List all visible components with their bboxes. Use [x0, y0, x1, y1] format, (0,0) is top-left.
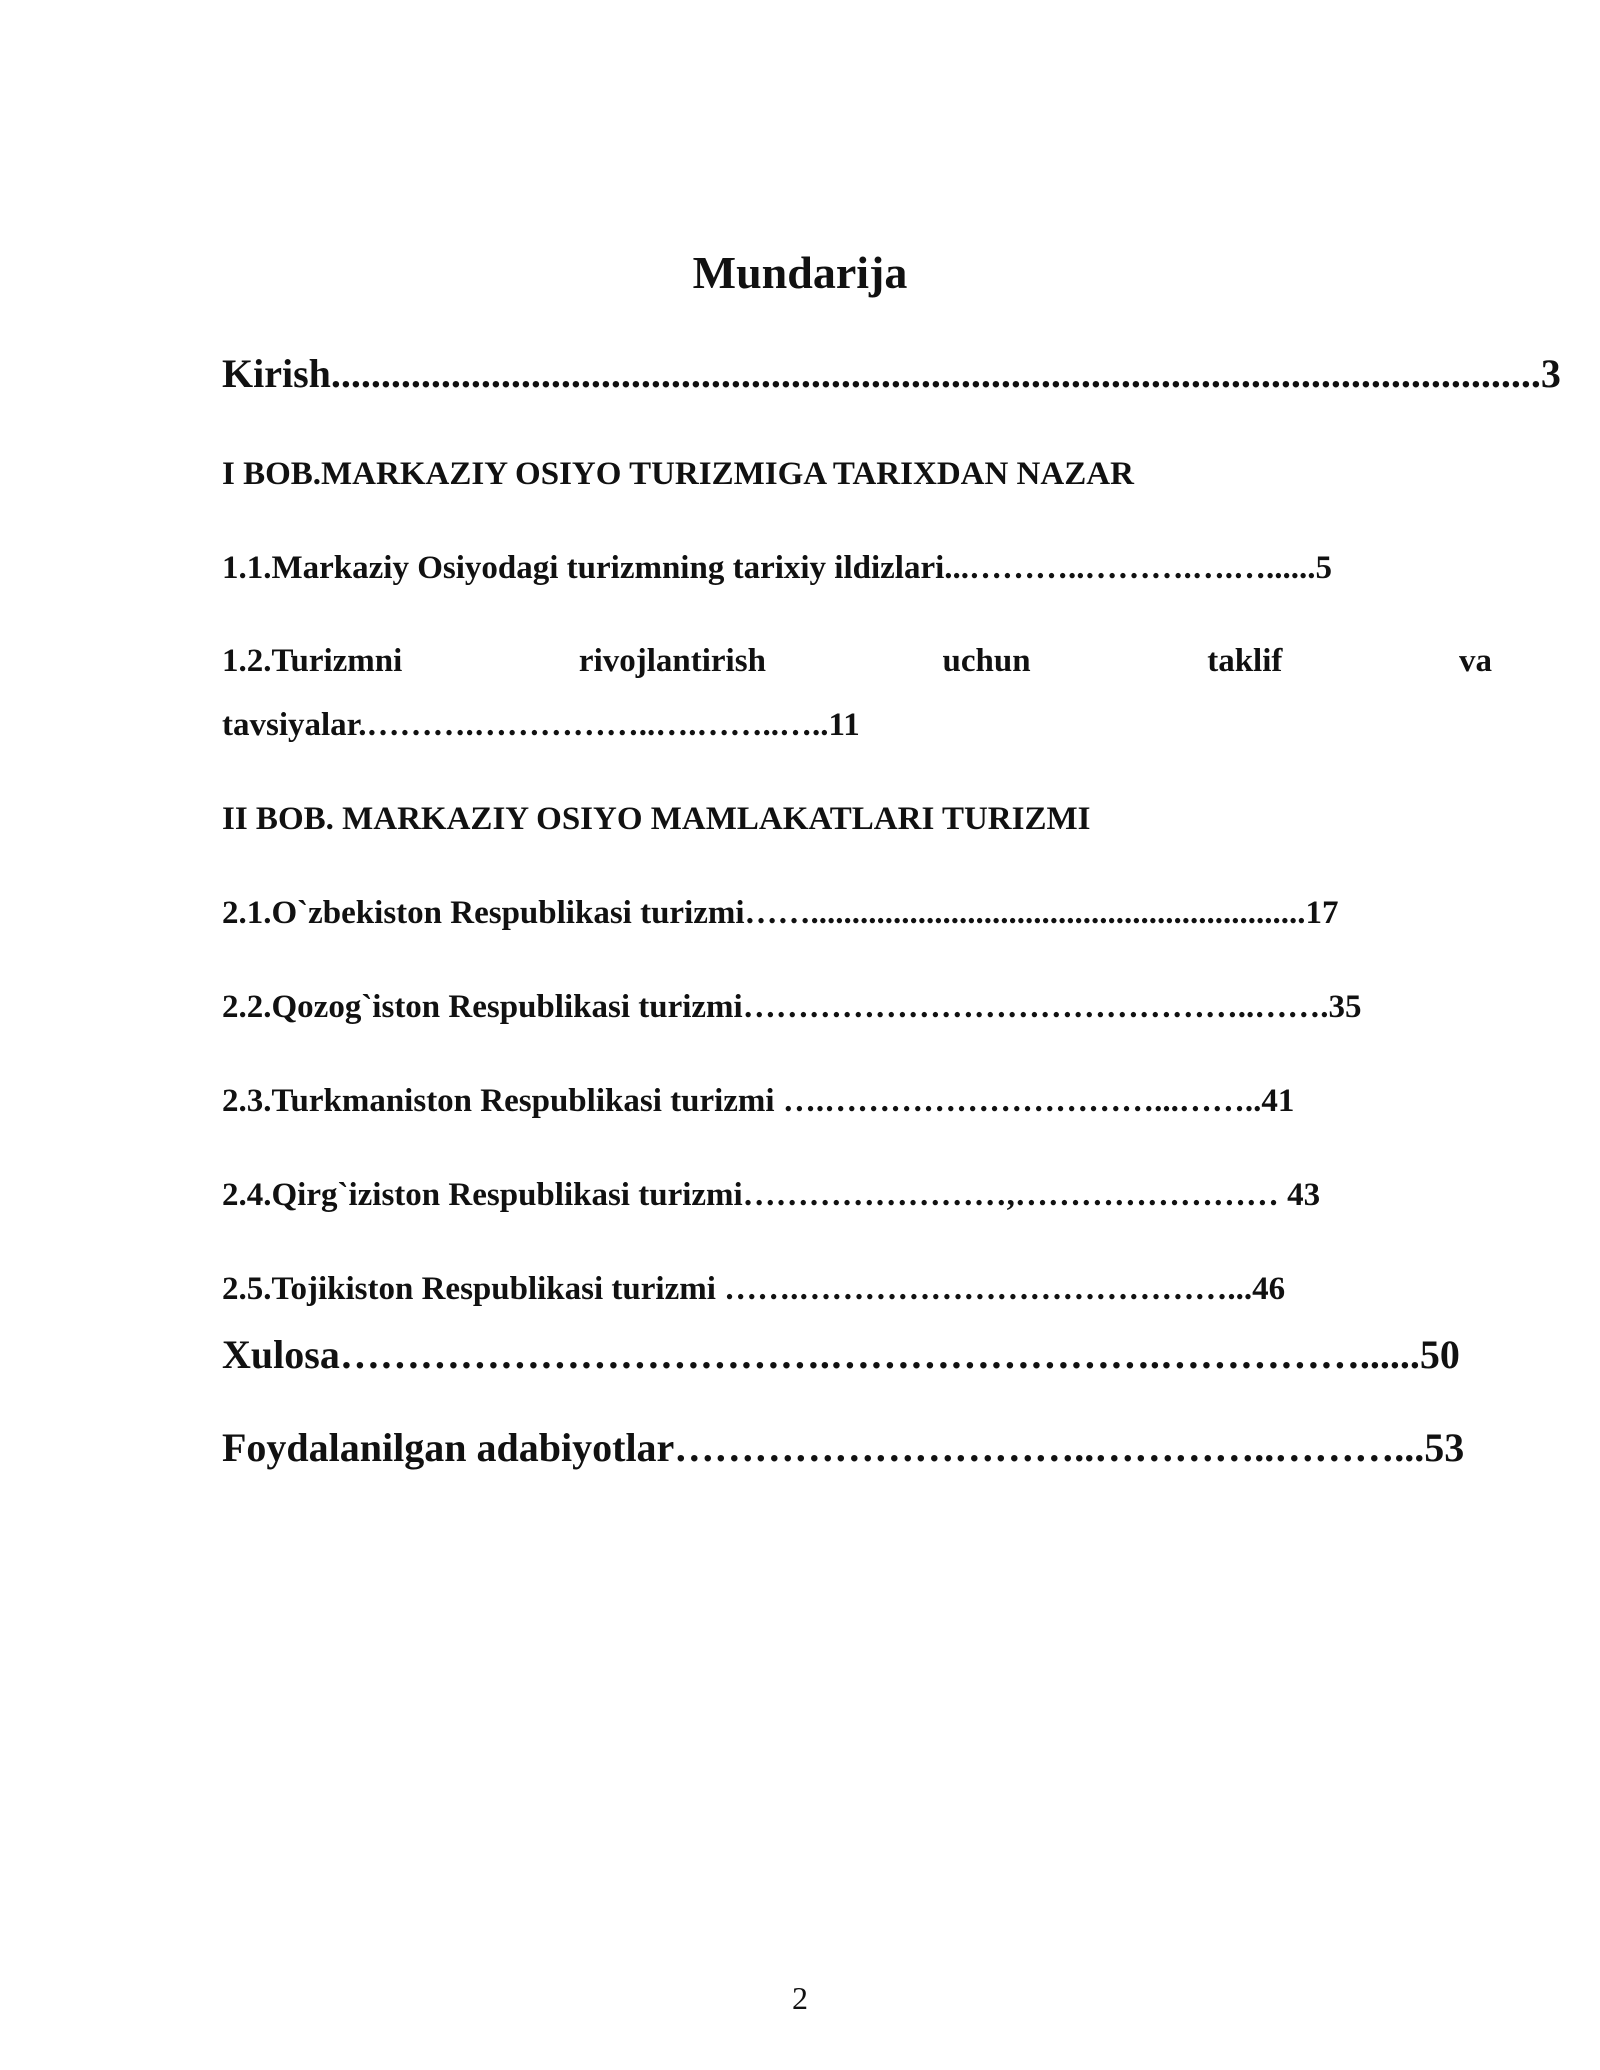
toc-heading-bob2: II BOB. MARKAZIY OSIYO MAMLAKATLARI TURIZMI — [222, 801, 1091, 837]
toc-entry-1-2-word: rivojlantirish — [578, 643, 766, 679]
toc-entry-2-5: 2.5.Tojikiston Respublikasi turizmi …….…………………………………...46 — [222, 1271, 1286, 1307]
page-number: 2 — [792, 1980, 808, 2016]
toc-entry-kirish: Kirish.........................................................................................................................3 — [222, 351, 1561, 396]
toc-entry-2-4: 2.4.Qirg`iziston Respublikasi turizmi……………………,…………………… 43 — [222, 1177, 1321, 1213]
toc-entry-1-2-word: va — [1458, 643, 1492, 679]
toc-entry-1-2-word: 1.2.Turizmni — [222, 643, 403, 679]
toc-entry-1-1: 1.1.Markaziy Osiyodagi turizmning tarixiy ildizlari...………..……….….…......5 — [222, 550, 1333, 586]
toc-entry-1-2-word: uchun — [942, 643, 1031, 679]
toc-entry-2-1: 2.1.O`zbekiston Respublikasi turizmi……............................................................17 — [222, 895, 1339, 931]
toc-entry-1-2-line1 — [222, 645, 1492, 678]
toc-entry-1-2-line2: tavsiyalar.……….……………..….……..…..11 — [222, 707, 860, 743]
toc-entry-2-2: 2.2.Qozog`iston Respublikasi turizmi………………………………………..…….35 — [222, 989, 1362, 1025]
toc-entry-1-2-word: taklif — [1207, 643, 1283, 679]
toc-entry-adabiyotlar: Foydalanilgan adabiyotlar…………………………..…………..………...53 — [222, 1425, 1465, 1470]
toc-entry-xulosa: Xulosa……………………………….…………………….……………......50 — [222, 1332, 1460, 1377]
toc-heading-bob1: I BOB.MARKAZIY OSIYO TURIZMIGA TARIXDAN NAZAR — [222, 456, 1134, 492]
page-title: Mundarija — [692, 247, 908, 298]
toc-entry-2-3: 2.3.Turkmaniston Respublikasi turizmi ….…………………………...……..41 — [222, 1083, 1295, 1119]
